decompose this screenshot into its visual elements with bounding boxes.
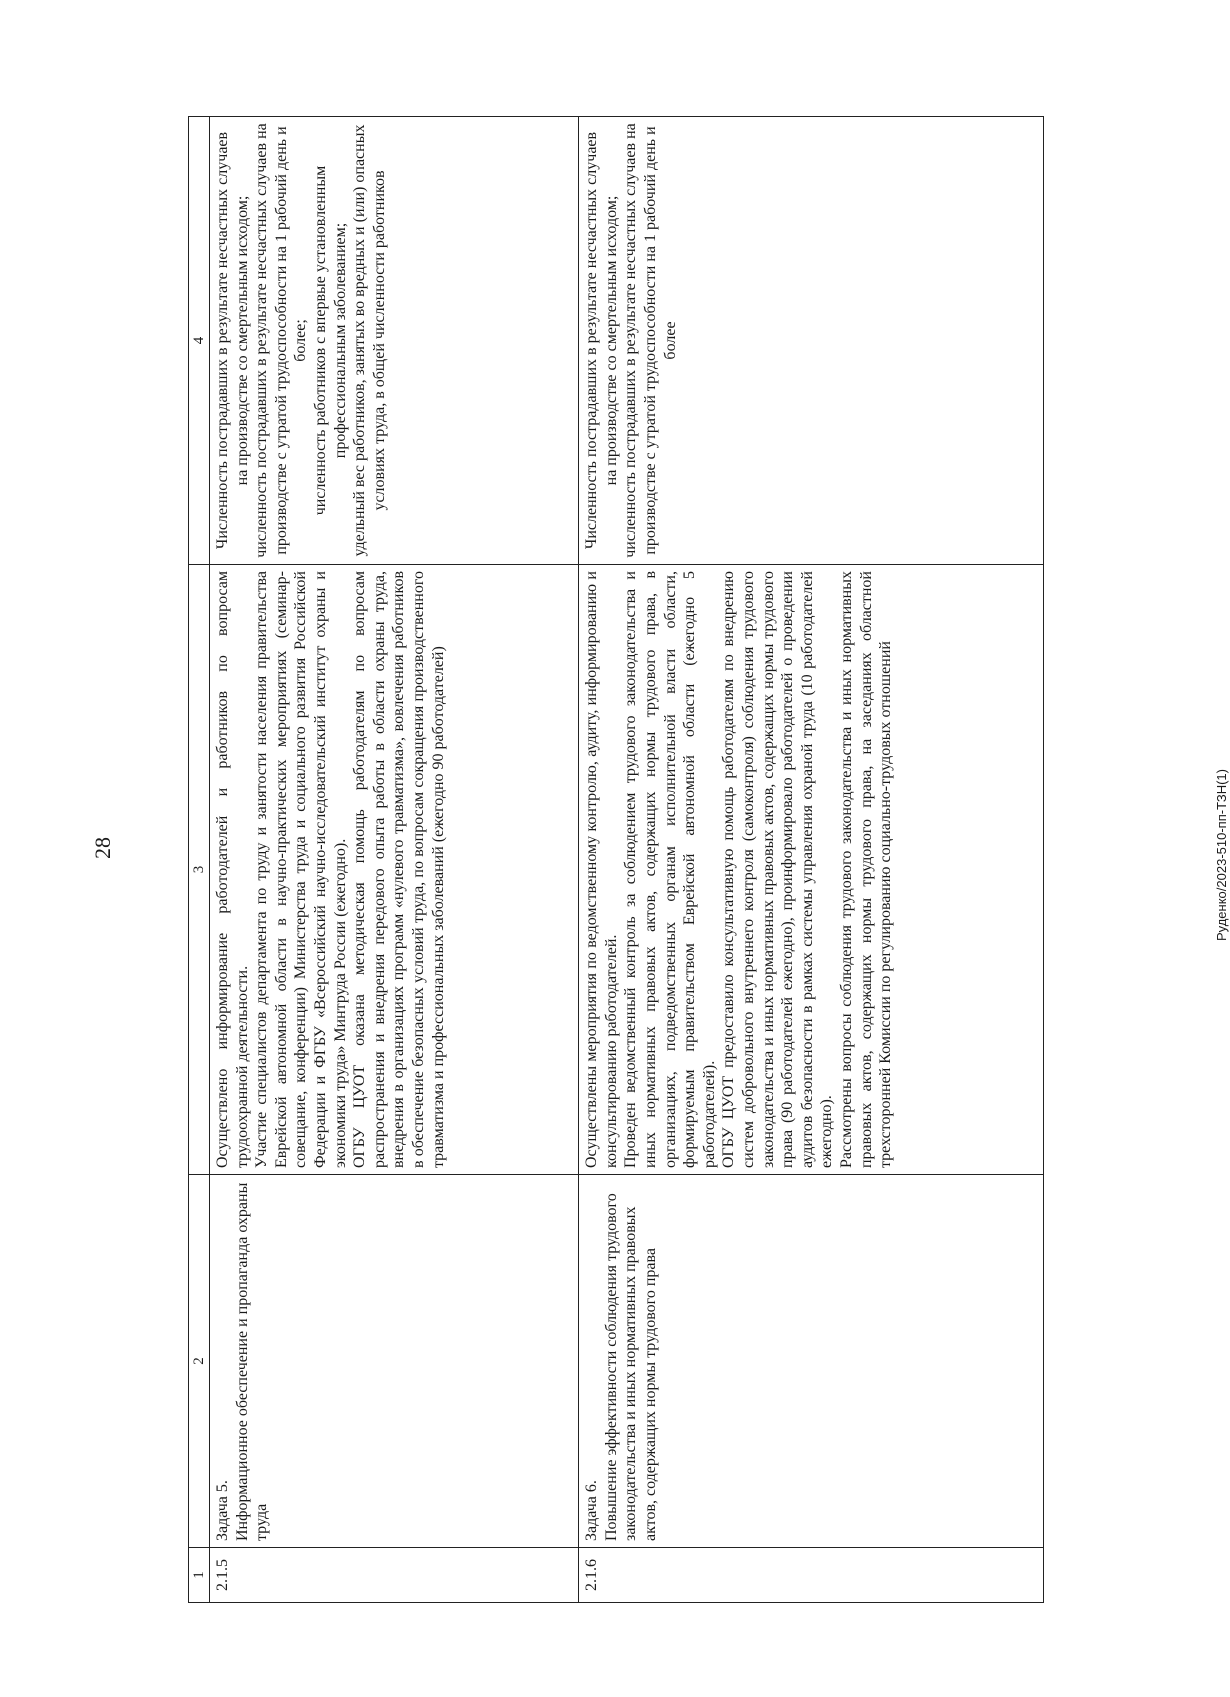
measure-paragraph: Осуществлено информирование работодателей и работников по вопросам трудоохранной деятельности. (214, 571, 251, 1168)
measure-paragraph: ОГБУ ЦУОТ оказана методическая помощь работодателям по вопросам распространения и внедрения передового опыта работы в области охраны труда, внедрения в организациях программ «нулевого травматизма», вовлечения работников в обеспечение безопасных условий труда, по вопросам сокращения производственного травматизма и профессиональных заболеваний (ежегодно 90 работодателей) (351, 571, 447, 1168)
task-title: Задача 5. (214, 1480, 231, 1541)
rotated-table-container (188, 117, 1044, 1603)
indicator-item: численность пострадавших в результате несчастных случаев на производстве с утратой трудоспособности на 1 рабочий день и более (622, 123, 679, 558)
table-row (579, 117, 1044, 1603)
task-cell (579, 1175, 1044, 1548)
indicator-item: численность пострадавших в результате несчастных случаев на производстве с утратой трудоспособности на 1 рабочий день и более; (253, 123, 310, 558)
measure-paragraph: ОГБУ ЦУОТ предоставило консультативную помощь работодателям по внедрению систем добровольного внутреннего контроля (самоконтроля) соблюдения трудового законодательства и иных нормативных правовых актов, содержащих нормы трудового права (90 работодателей ежегодно), проинформировало работодателей о проведении аудитов безопасности в рамках системы управления охраной труда (10 работодателей ежегодно). (720, 571, 836, 1168)
table-row (210, 117, 579, 1603)
indicator-item: удельный вес работников, занятых во вредных и (или) опасных условиях труда, в общей численности работников (351, 124, 388, 557)
measure-paragraph: Проведен ведомственный контроль за соблюдением трудового законодательства и иных нормативных правовых актов, содержащих нормы трудового права, в организациях, подведомственных органам исполнительной власти области, формируемым правительством Еврейской автономной области (ежегодно 5 работодателей). (622, 571, 718, 1168)
row-number: 2.1.6 (579, 1548, 1044, 1603)
page-number: 28 (90, 837, 115, 859)
header-row (189, 117, 210, 1603)
measures-cell (210, 565, 579, 1175)
indicators-cell (579, 117, 1044, 565)
task-title: Задача 6. (583, 1480, 601, 1541)
program-table (188, 116, 1044, 1603)
document-code: Руденко/2023-510-пп-ТЗН(1) (1214, 769, 1229, 942)
task-description: Повышение эффективности соблюдения трудового законодательства и иных нормативных правовых актов, содержащих нормы трудового права (602, 1193, 659, 1541)
task-cell (210, 1175, 579, 1548)
table-wrapper (188, 117, 1044, 1603)
indicator-item: Численность пострадавших в результате несчастных случаев на производстве со смертельным исходом; (583, 131, 620, 550)
measure-paragraph: Рассмотрены вопросы соблюдения трудового законодательства и иных нормативных правовых актов, содержащих нормы трудового права, на заседаниях областной трехсторонней Комиссии по регулированию социально-трудовых отношений (837, 571, 895, 1168)
row-number: 2.1.5 (210, 1548, 579, 1603)
column-header: 3 (189, 565, 210, 1175)
measure-paragraph: Осуществлены мероприятия по ведомственному контролю, аудиту, информированию и консультированию работодателей. (583, 571, 620, 1168)
measure-paragraph: Участие специалистов департамента по труду и занятости населения правительства Еврейской автономной области в научно-практических мероприятиях (семинар-совещание, конференции) Министерства труда и социального развития Российской Федерации и ФГБУ «Всероссийский научно-исследовательский институт охраны и экономики труда» Минтруда России (ежегодно). (253, 571, 349, 1168)
indicator-item: численность работников с впервые установленным профессиональным заболеванием; (311, 165, 349, 516)
measures-cell (579, 565, 1044, 1175)
indicators-cell (210, 117, 579, 565)
indicator-item: Численность пострадавших в результате несчастных случаев на производстве со смертельным исходом; (214, 131, 251, 550)
task-description: Информационное обеспечение и пропаганда охраны труда (233, 1182, 271, 1541)
column-header: 1 (189, 1548, 210, 1603)
column-header: 2 (189, 1175, 210, 1548)
column-header: 4 (189, 117, 210, 565)
